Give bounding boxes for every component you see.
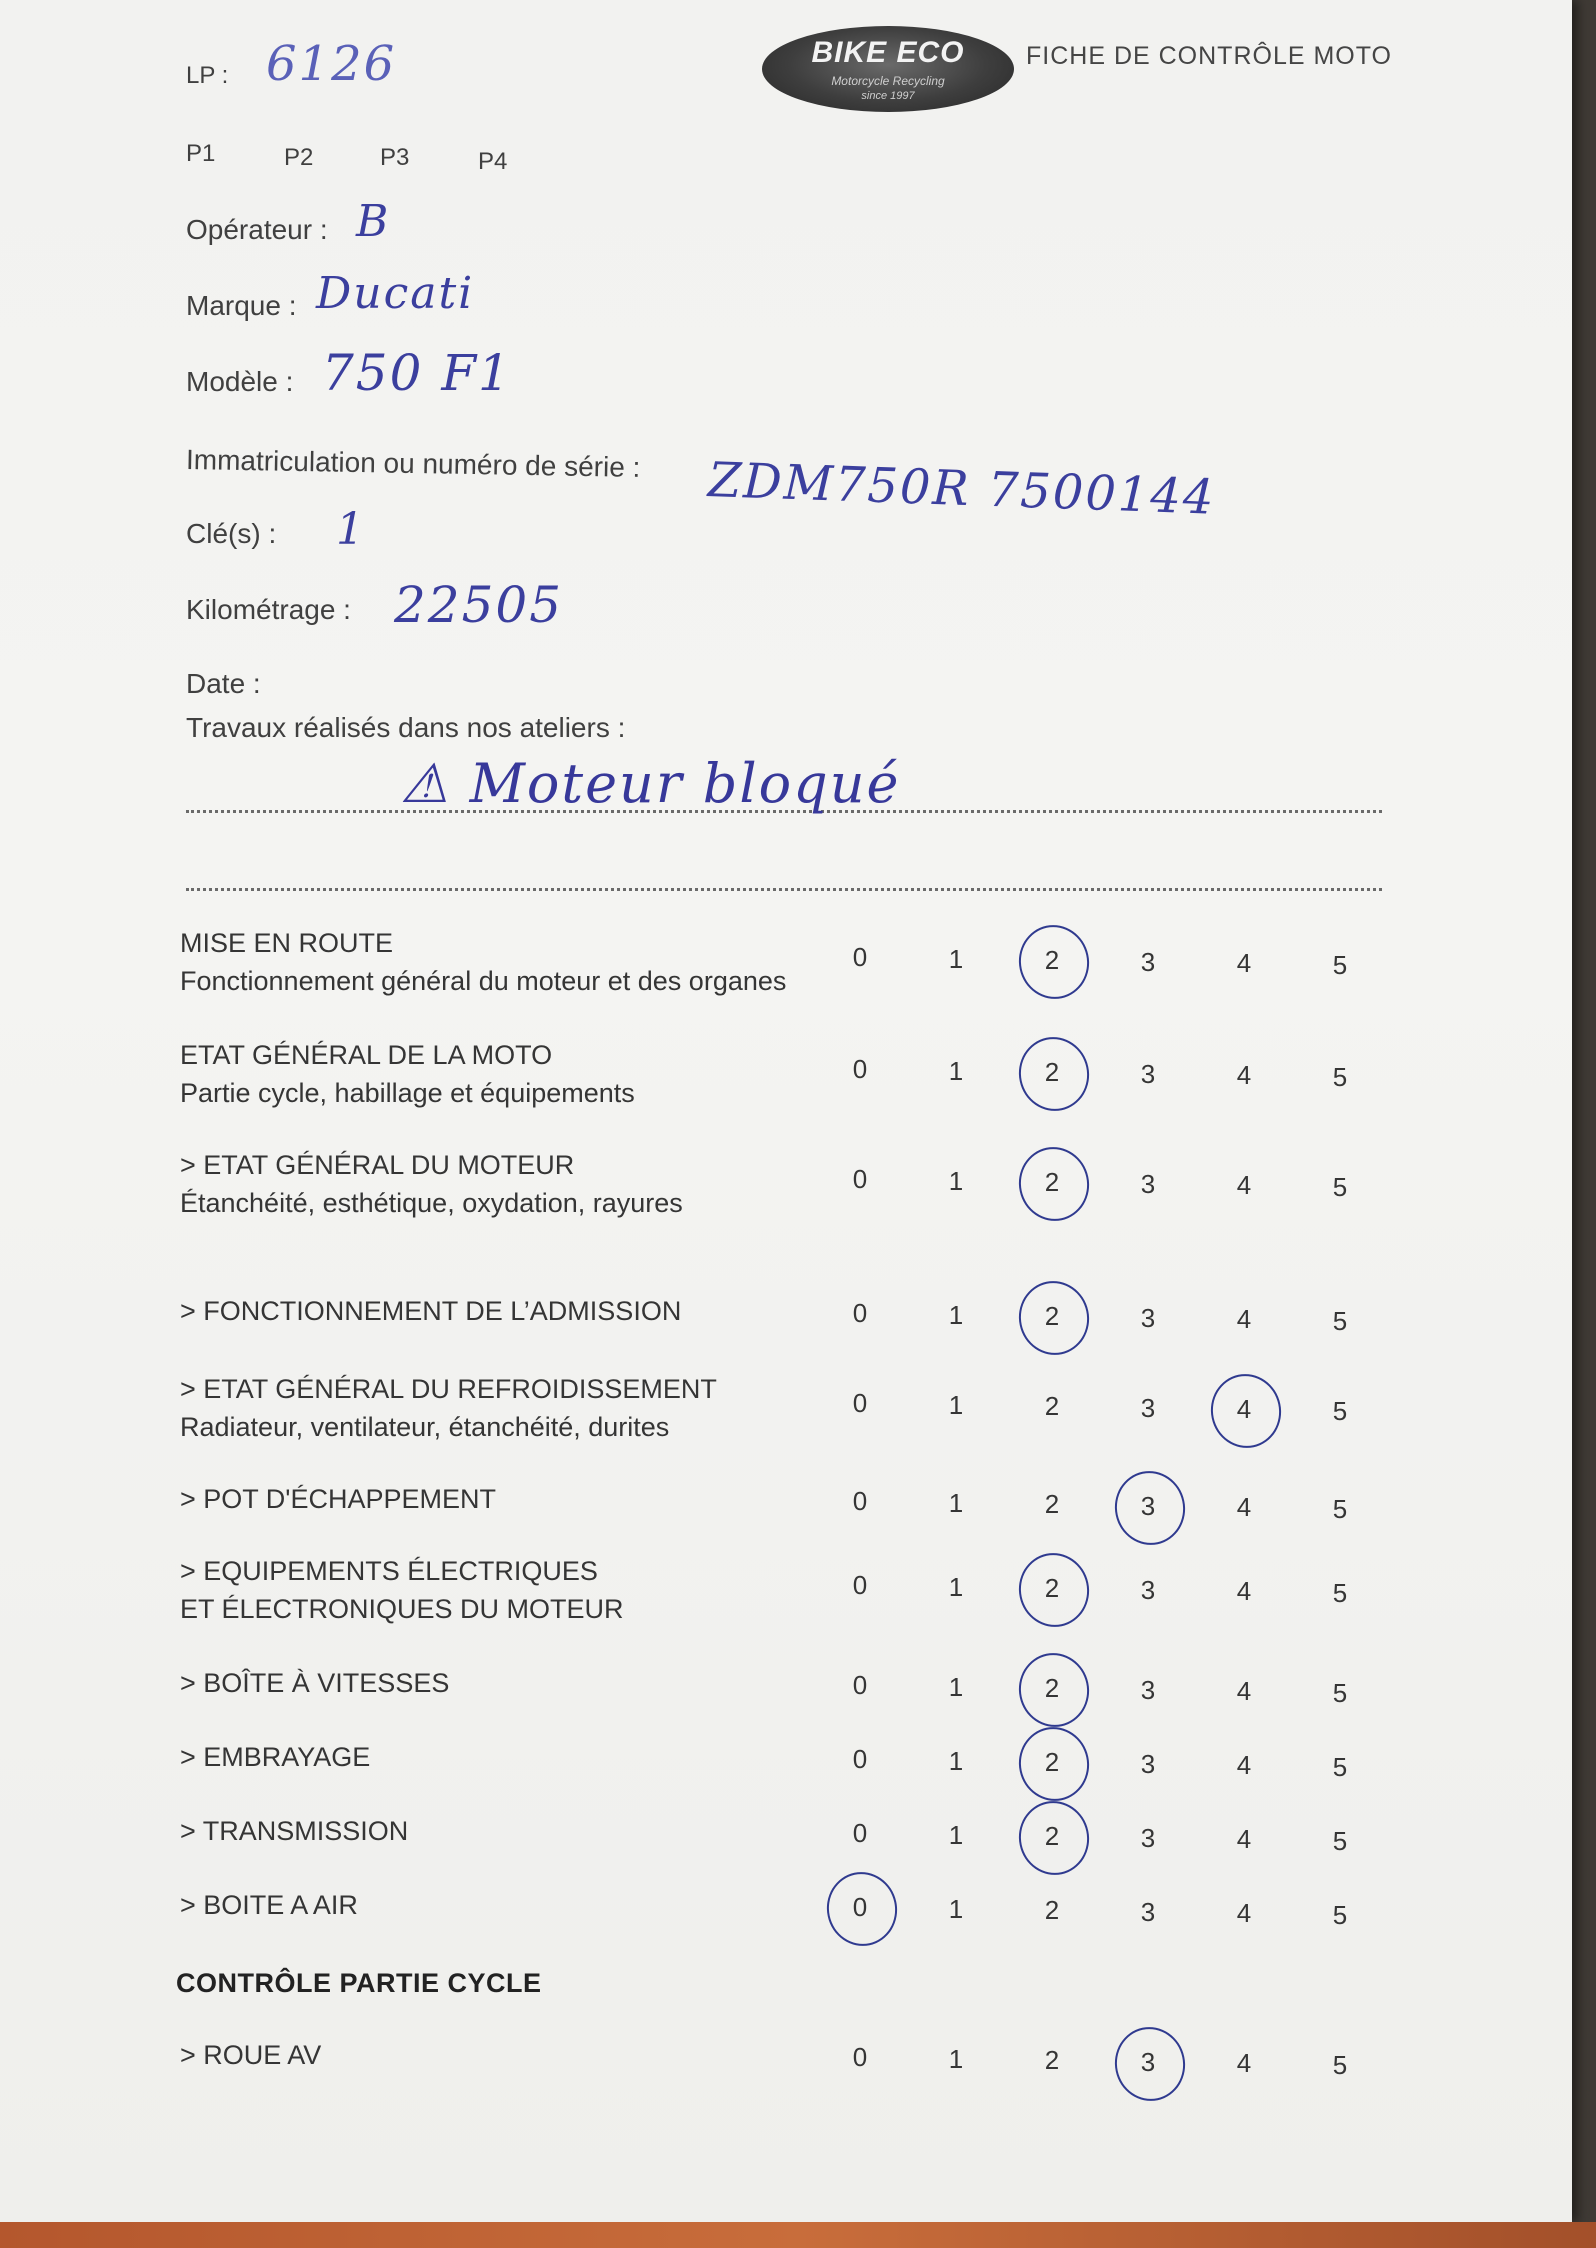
- criterion-title: > TRANSMISSION: [180, 1816, 409, 1846]
- score-option-0[interactable]: 0: [852, 1486, 868, 1516]
- score-option-4[interactable]: 4: [1236, 1576, 1252, 1606]
- score-option-4[interactable]: 4: [1236, 1676, 1252, 1706]
- lp-value[interactable]: 6126: [266, 36, 397, 92]
- criterion-title: > FONCTIONNEMENT DE L’ADMISSION: [180, 1296, 682, 1326]
- score-option-4[interactable]: 4: [1236, 2048, 1252, 2078]
- travaux-label: Travaux réalisés dans nos ateliers :: [186, 712, 626, 743]
- criterion-title: > ETAT GÉNÉRAL DU MOTEUR: [180, 1150, 575, 1180]
- score-option-2[interactable]: 2: [1044, 945, 1060, 975]
- score-option-3[interactable]: 3: [1140, 1822, 1156, 1853]
- score-option-1[interactable]: 1: [948, 2043, 964, 2074]
- selected-score-circle: [1012, 1647, 1096, 1734]
- selected-score-circle: [1012, 1547, 1096, 1634]
- score-option-0[interactable]: 0: [852, 1892, 868, 1922]
- criterion-subtitle: Partie cycle, habillage et équipements: [180, 1078, 635, 1108]
- score-option-2[interactable]: 2: [1044, 1057, 1060, 1087]
- km-value[interactable]: 22505: [394, 576, 564, 634]
- criterion-title: > ROUE AV: [180, 2040, 322, 2070]
- cles-label: Clé(s) :: [186, 518, 277, 549]
- score-option-3[interactable]: 3: [1140, 1168, 1156, 1199]
- immat-value[interactable]: ZDM750R 7500144: [707, 452, 1217, 526]
- p1-label[interactable]: P1: [186, 140, 216, 167]
- score-option-2[interactable]: 2: [1044, 1895, 1060, 1925]
- background-surface: [0, 2222, 1596, 2248]
- score-option-0[interactable]: 0: [852, 1298, 868, 1328]
- score-option-3[interactable]: 3: [1140, 1058, 1156, 1089]
- criterion-title: > BOITE A AIR: [180, 1890, 358, 1920]
- score-option-5[interactable]: 5: [1332, 1677, 1348, 1708]
- score-option-2[interactable]: 2: [1044, 1747, 1060, 1777]
- selected-score-circle: [1012, 1721, 1096, 1808]
- score-option-5[interactable]: 5: [1332, 1493, 1348, 1524]
- bike-eco-logo: [762, 26, 1014, 112]
- selected-score-circle: [1108, 1464, 1192, 1551]
- score-option-3[interactable]: 3: [1140, 1392, 1156, 1423]
- score-option-3[interactable]: 3: [1140, 1302, 1156, 1333]
- score-option-5[interactable]: 5: [1332, 1577, 1348, 1608]
- score-option-2[interactable]: 2: [1044, 2045, 1060, 2075]
- score-option-4[interactable]: 4: [1236, 1898, 1252, 1928]
- selected-score-circle: [1204, 1368, 1288, 1455]
- score-option-1[interactable]: 1: [948, 1299, 964, 1330]
- score-option-5[interactable]: 5: [1332, 1751, 1348, 1782]
- score-option-4[interactable]: 4: [1236, 1394, 1252, 1424]
- score-option-1[interactable]: 1: [948, 1671, 964, 1702]
- score-option-3[interactable]: 3: [1140, 1490, 1156, 1521]
- criterion-title: > POT D'ÉCHAPPEMENT: [180, 1484, 496, 1514]
- score-option-4[interactable]: 4: [1236, 1492, 1252, 1522]
- selected-score-circle: [820, 1866, 904, 1953]
- score-option-1[interactable]: 1: [948, 1571, 964, 1602]
- score-option-4[interactable]: 4: [1236, 1750, 1252, 1780]
- score-option-2[interactable]: 2: [1044, 1673, 1060, 1703]
- score-option-0[interactable]: 0: [852, 1670, 868, 1700]
- criterion-subtitle: Fonctionnement général du moteur et des organes: [180, 966, 787, 996]
- criterion-title: > ETAT GÉNÉRAL DU REFROIDISSEMENT: [180, 1374, 717, 1404]
- score-option-3[interactable]: 3: [1140, 2046, 1156, 2077]
- score-option-5[interactable]: 5: [1332, 949, 1348, 980]
- score-option-4[interactable]: 4: [1236, 1304, 1252, 1334]
- score-option-4[interactable]: 4: [1236, 948, 1252, 978]
- selected-score-circle: [1012, 1031, 1096, 1118]
- selected-score-circle: [1012, 919, 1096, 1006]
- section-controle-partie-cycle: CONTRÔLE PARTIE CYCLE: [176, 1968, 542, 1998]
- score-option-4[interactable]: 4: [1236, 1170, 1252, 1200]
- travaux-line-2: [186, 888, 1382, 891]
- score-option-0[interactable]: 0: [852, 1054, 868, 1084]
- form-title: FICHE DE CONTRÔLE MOTO: [1026, 42, 1393, 70]
- score-option-1[interactable]: 1: [948, 1487, 964, 1518]
- score-option-0[interactable]: 0: [852, 1388, 868, 1418]
- selected-score-circle: [1012, 1141, 1096, 1228]
- score-option-2[interactable]: 2: [1044, 1573, 1060, 1603]
- selected-score-circle: [1012, 1795, 1096, 1882]
- score-option-1[interactable]: 1: [948, 1165, 964, 1196]
- criterion-title: MISE EN ROUTE: [180, 928, 394, 958]
- operateur-label: Opérateur :: [186, 214, 328, 245]
- score-option-5[interactable]: 5: [1332, 1899, 1348, 1930]
- score-option-3[interactable]: 3: [1140, 1896, 1156, 1927]
- score-option-2[interactable]: 2: [1044, 1489, 1060, 1519]
- p2-label[interactable]: P2: [284, 144, 314, 171]
- marque-value[interactable]: Ducati: [316, 268, 475, 319]
- p3-label[interactable]: P3: [380, 144, 410, 171]
- marque-label: Marque :: [186, 290, 297, 321]
- score-option-4[interactable]: 4: [1236, 1824, 1252, 1854]
- score-option-5[interactable]: 5: [1332, 1825, 1348, 1856]
- km-label: Kilométrage :: [186, 594, 351, 625]
- score-option-1[interactable]: 1: [948, 1745, 964, 1776]
- score-option-1[interactable]: 1: [948, 1389, 964, 1420]
- immat-label: Immatriculation ou numéro de série :: [185, 444, 641, 483]
- score-option-3[interactable]: 3: [1140, 1748, 1156, 1779]
- score-option-0[interactable]: 0: [852, 2042, 868, 2072]
- logo-tagline: Motorcycle Recycling: [831, 74, 945, 88]
- score-option-1[interactable]: 1: [948, 1819, 964, 1850]
- criterion-title: > EQUIPEMENTS ÉLECTRIQUES: [180, 1556, 598, 1586]
- score-option-0[interactable]: 0: [852, 1744, 868, 1774]
- score-option-5[interactable]: 5: [1332, 1395, 1348, 1426]
- score-option-3[interactable]: 3: [1140, 1674, 1156, 1705]
- modele-value[interactable]: 750 F1: [322, 344, 512, 402]
- score-option-5[interactable]: 5: [1332, 1171, 1348, 1202]
- score-option-0[interactable]: 0: [852, 1164, 868, 1194]
- criterion-title: > BOÎTE À VITESSES: [180, 1668, 450, 1698]
- selected-score-circle: [1108, 2020, 1192, 2107]
- p4-label[interactable]: P4: [478, 148, 508, 175]
- criterion-title: ETAT GÉNÉRAL DE LA MOTO: [180, 1040, 553, 1070]
- score-option-5[interactable]: 5: [1332, 1061, 1348, 1092]
- score-option-2[interactable]: 2: [1044, 1821, 1060, 1851]
- logo-since: since 1997: [861, 90, 915, 102]
- criterion-subtitle: Radiateur, ventilateur, étanchéité, durites: [180, 1412, 670, 1442]
- criterion-title: > EMBRAYAGE: [180, 1742, 371, 1772]
- score-option-1[interactable]: 1: [948, 1055, 964, 1086]
- score-option-5[interactable]: 5: [1332, 2049, 1348, 2080]
- logo-name: BIKE ECO: [811, 36, 965, 69]
- criterion-subtitle: Étanchéité, esthétique, oxydation, rayures: [180, 1188, 683, 1218]
- score-option-3[interactable]: 3: [1140, 946, 1156, 977]
- score-option-2[interactable]: 2: [1044, 1391, 1060, 1421]
- travaux-value[interactable]: ⚠ Moteur bloqué: [400, 752, 901, 815]
- score-option-0[interactable]: 0: [852, 1818, 868, 1848]
- score-option-5[interactable]: 5: [1332, 1305, 1348, 1336]
- score-option-4[interactable]: 4: [1236, 1060, 1252, 1090]
- score-option-2[interactable]: 2: [1044, 1167, 1060, 1197]
- date-label[interactable]: Date :: [186, 668, 261, 699]
- score-option-1[interactable]: 1: [948, 943, 964, 974]
- selected-score-circle: [1012, 1275, 1096, 1362]
- score-option-2[interactable]: 2: [1044, 1301, 1060, 1331]
- score-option-1[interactable]: 1: [948, 1893, 964, 1924]
- operateur-value[interactable]: B: [356, 196, 391, 247]
- modele-label: Modèle :: [186, 366, 294, 397]
- score-option-0[interactable]: 0: [852, 942, 868, 972]
- criterion-subtitle: ET ÉLECTRONIQUES DU MOTEUR: [180, 1594, 624, 1624]
- cles-value[interactable]: 1: [336, 504, 366, 555]
- lp-label: LP :: [186, 62, 229, 89]
- score-option-3[interactable]: 3: [1140, 1574, 1156, 1605]
- score-option-0[interactable]: 0: [852, 1570, 868, 1600]
